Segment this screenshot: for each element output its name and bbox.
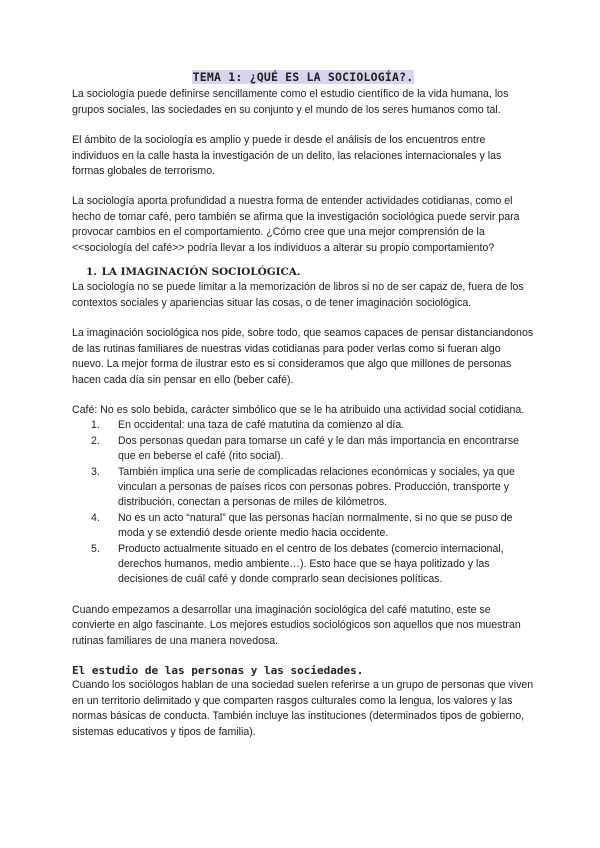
section-heading-personas: El estudio de las personas y las sociedades. xyxy=(72,664,364,677)
section-heading-text: LA IMAGINACIÓN SOCIOLÓGICA. xyxy=(101,266,301,279)
list-item: 2. Dos personas quedan para tomarse un café y le dan más importancia en encontrarse que en beberse el café (rito social). xyxy=(91,434,520,463)
paragraph-coffee-question: La sociología aporta profundidad a nuestra forma de entender actividades cotidianas, como el hecho de tomar café, pero también se afirma que la investigación sociológica puede servir para provocar cambios en el comportamiento. ¿Cómo cree que una mejor comprensión de la <<sociología del café>> podría llevar a los individuos a alterar su propio comportamiento? xyxy=(72,195,520,254)
list-item: 1. En occidental: una taza de café matutina da comienzo al día. xyxy=(91,419,405,432)
paragraph-cafe-definition: Café: No es solo bebida, carácter simbólico que se le ha atribuido una actividad social cotidiana. xyxy=(72,403,525,416)
paragraph-imagination: La imaginación sociológica nos pide, sobre todo, que seamos capaces de pensar distanciandonos de las rutinas familiares de nuestras vidas cotidianas para poder verlas como si fueran algo nuevo. La mejor forma de ilustrar esto es si consideramos que algo que millones de personas hacen cada día sin pensar en ello (beber café). xyxy=(72,327,534,386)
paragraph-society: Cuando los sociólogos hablan de una sociedad suelen referirse a un grupo de personas que viven en un territorio delimitado y que comparten rasgos culturales como la lengua, los valores y las normas básicas de conducta. También incluye las instituciones (determinados tipos de gobierno, sistemas educativos y tipos de familia). xyxy=(72,679,534,738)
list-item: 4. No es un acto “natural” que las personas hacían normalmente, si no que se puso de moda y se extendió desde oriente medio hacia occidente. xyxy=(91,511,513,540)
paragraph-fascinating: Cuando empezamos a desarrollar una imaginación sociológica del café matutino, este se convierte en algo fascinante. Los mejores estudios sociológicos son aquellos que nos muestran rutinas familiares de una manera novedosa. xyxy=(72,603,521,647)
list-item: 5. Producto actualmente situado en el centro de los debates (comercio internacional, derechos humanos, medio ambiente…). Esto hace que se haya politizado y las decisiones de cuál café y donde comprarlo sean decisiones políticas. xyxy=(91,542,504,586)
paragraph-scope: El ámbito de la sociología es amplio y puede ir desde el análisis de los encuentros entre individuos en la calle hasta la investigación de un delito, las relaciones internacionales y las formas globales de terrorismo. xyxy=(72,134,502,178)
paragraph-memorization: La sociología no se puede limitar a la memorización de libros si no de ser capaz de, fuera de los contextos sociales y apariencias situar las cosas, o de tener imaginación sociológica. xyxy=(72,281,524,309)
page-title: TEMA 1: ¿QUÉ ES LA SOCIOLOGÍA?. xyxy=(192,70,414,84)
section-number: 1. xyxy=(86,266,97,279)
paragraph-definition: La sociología puede definirse sencillamente como el estudio científico de la vida humana, los grupos sociales, las sociedades en su conjunto y el mundo de los seres humanos como tal. xyxy=(72,88,509,116)
section-heading-imaginacion xyxy=(86,265,534,280)
list-item: 3. También implica una serie de complicadas relaciones económicas y sociales, ya que vinculan a personas de países ricos con personas pobres. Producción, transporte y distribución, conectan a personas de miles de kilómetros. xyxy=(91,465,515,509)
title-row xyxy=(72,70,534,86)
cafe-list xyxy=(72,418,534,587)
